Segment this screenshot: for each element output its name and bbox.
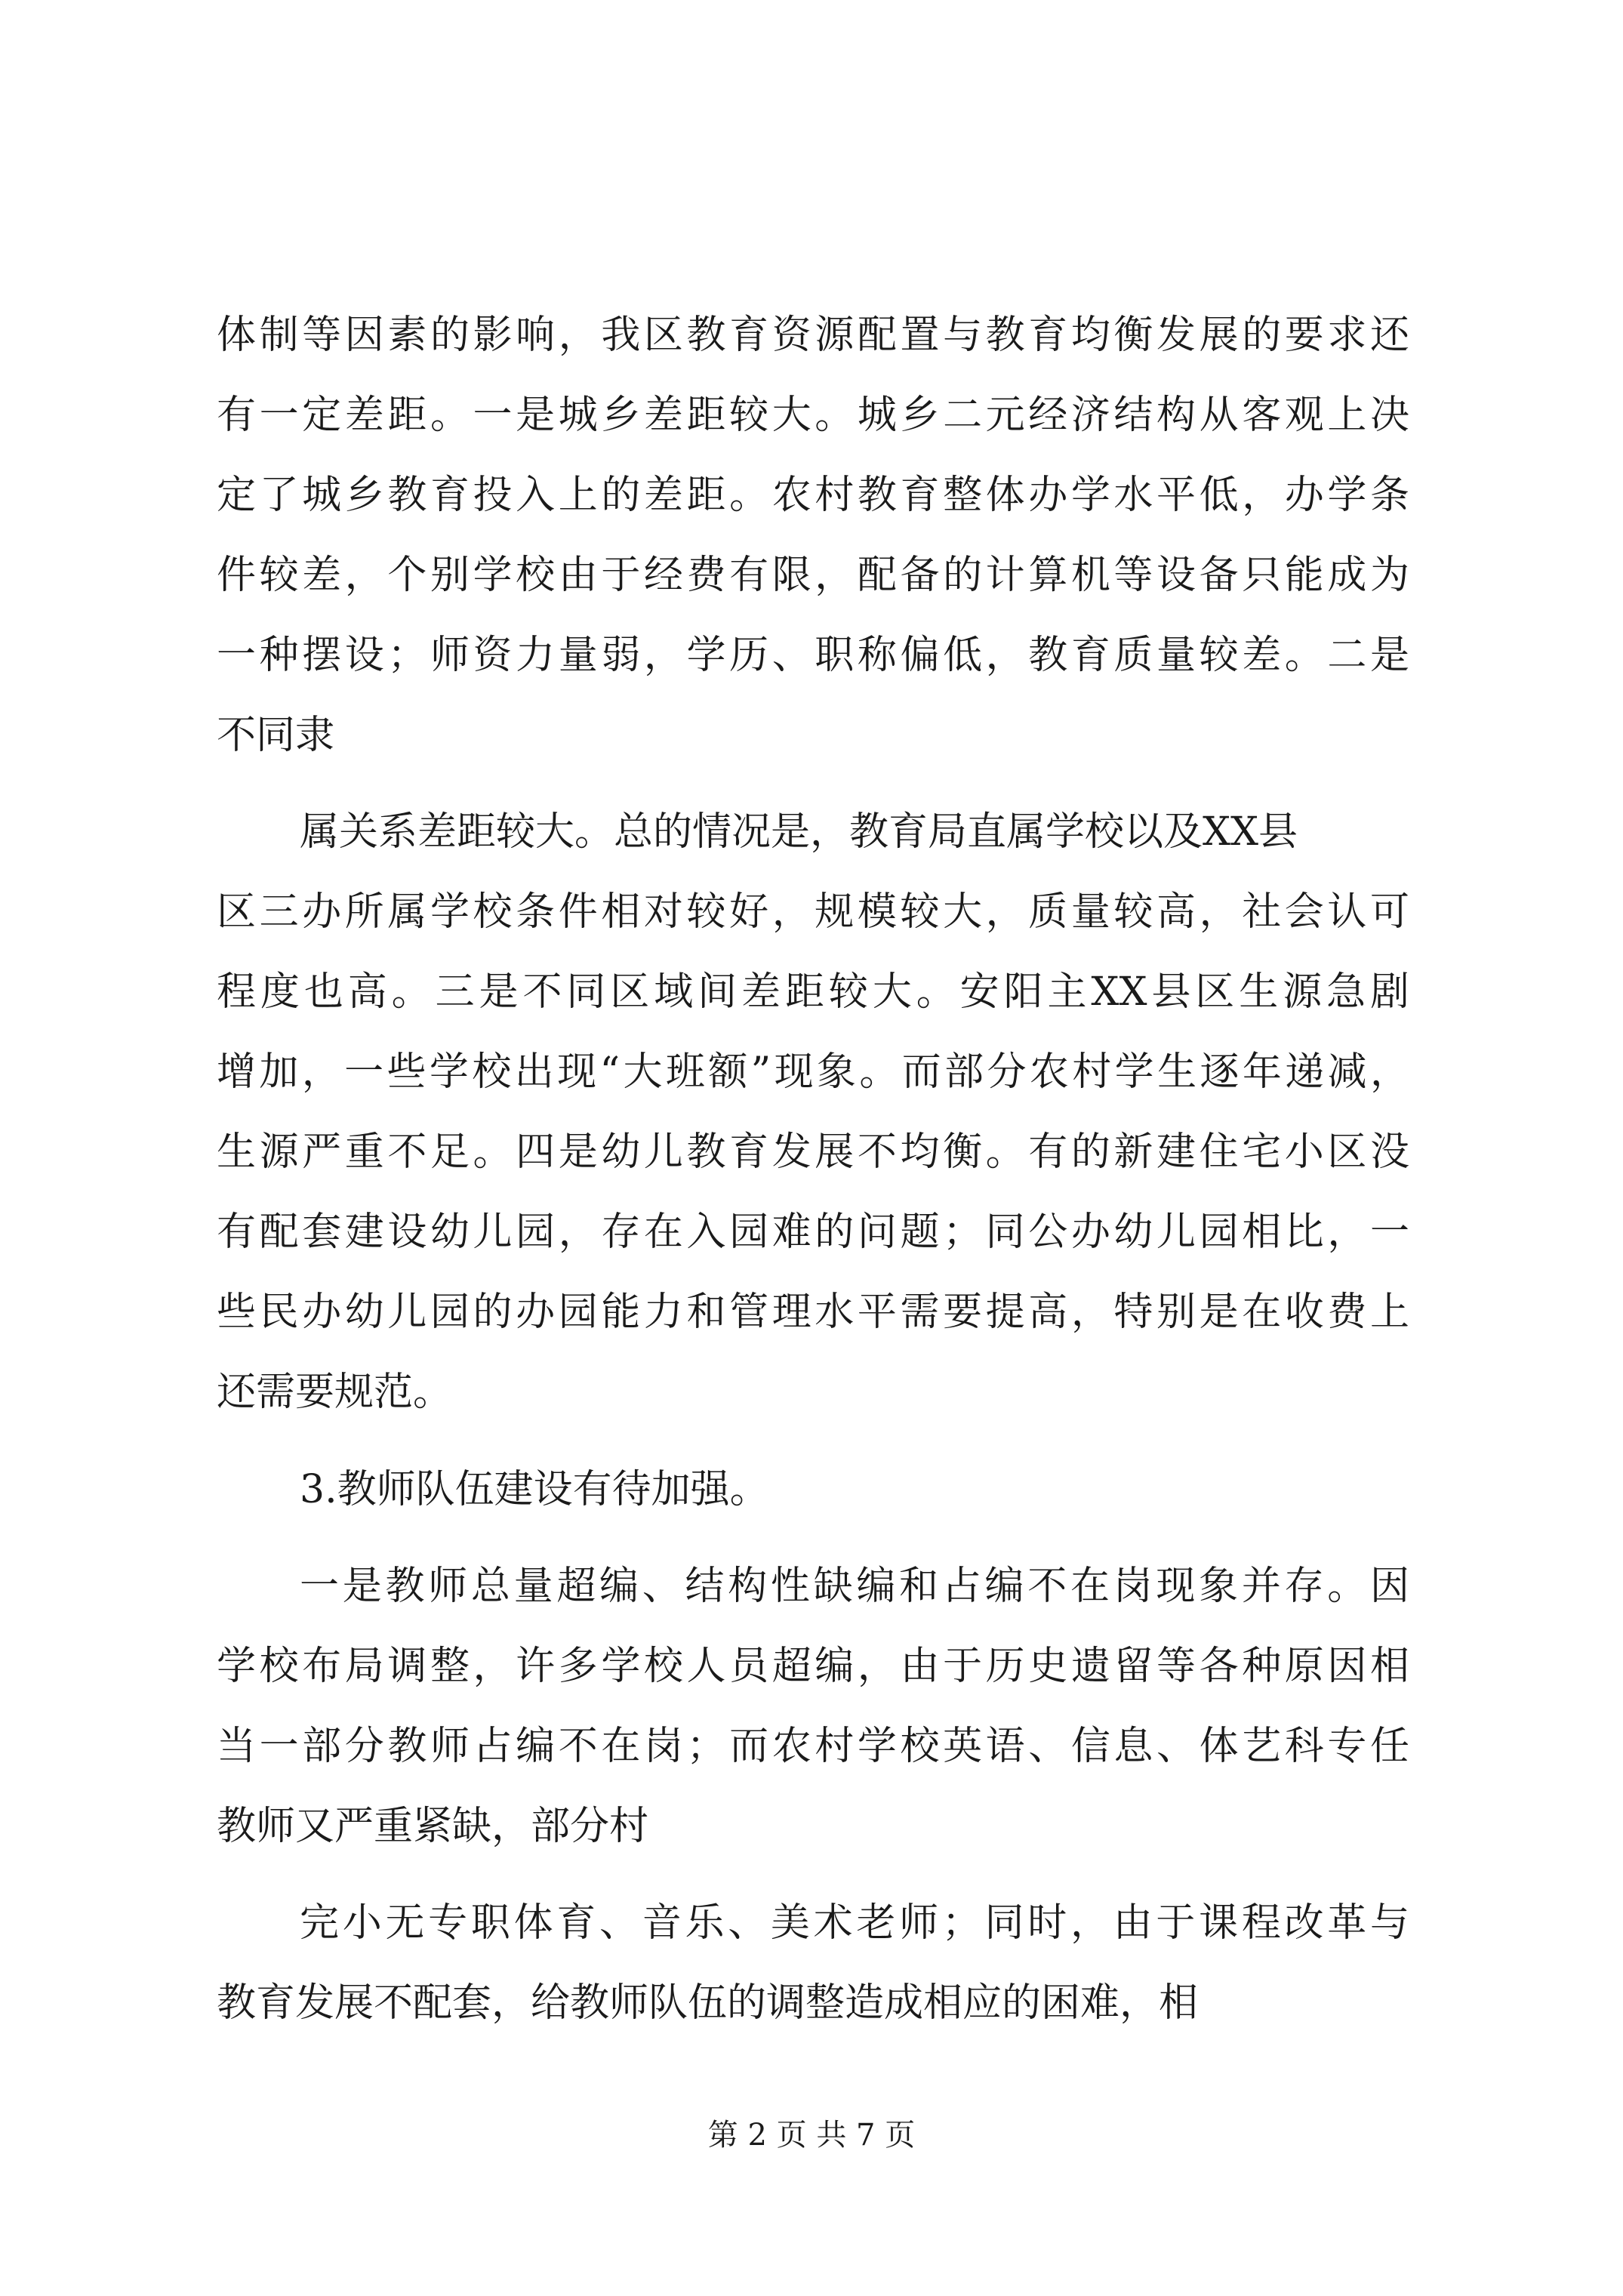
body-line: 当一部分教师占编不在岗；而农村学校英语、信息、体艺科专任	[217, 1724, 1409, 1769]
paragraph-first-line: 一是教师总量超编、结构性缺编和占编不在岗现象并存。因	[300, 1564, 1409, 1609]
body-line: 还需要规范。	[217, 1370, 453, 1415]
page-number-footer: 第 2 页 共 7 页	[707, 2118, 916, 2153]
body-line: 不同隶	[217, 713, 335, 758]
body-line: 生源严重不足。四是幼儿教育发展不均衡。有的新建住宅小区没	[217, 1130, 1409, 1175]
body-line: 教育发展不配套，给教师队伍的调整造成相应的困难，相	[217, 1980, 1199, 2026]
body-line: 体制等因素的影响，我区教育资源配置与教育均衡发展的要求还	[217, 313, 1409, 358]
section-heading: 3.教师队伍建设有待加强。	[300, 1467, 769, 1512]
body-line: 区三办所属学校条件相对较好，规模较大，质量较高，社会认可	[217, 889, 1409, 935]
body-line: 件较差，个别学校由于经费有限，配备的计算机等设备只能成为	[217, 553, 1409, 598]
body-line: 增加，一些学校出现“大班额”现象。而部分农村学生逐年递减，	[217, 1049, 1409, 1095]
body-line: 有配套建设幼儿园，存在入园难的问题；同公办幼儿园相比，一	[217, 1210, 1409, 1255]
paragraph-first-line: 完小无专职体育、音乐、美术老师；同时，由于课程改革与	[300, 1900, 1409, 1946]
body-line: 一种摆设；师资力量弱，学历、职称偏低，教育质量较差。二是	[217, 633, 1409, 678]
body-line: 教师又严重紧缺，部分村	[217, 1804, 649, 1849]
body-line: 定了城乡教育投入上的差距。农村教育整体办学水平低，办学条	[217, 473, 1409, 518]
body-line: 学校布局调整，许多学校人员超编，由于历史遗留等各种原因相	[217, 1644, 1409, 1689]
body-line: 些民办幼儿园的办园能力和管理水平需要提高，特别是在收费上	[217, 1290, 1409, 1335]
paragraph-first-line: 属关系差距较大。总的情况是，教育局直属学校以及XX县	[300, 809, 1298, 855]
body-line: 有一定差距。一是城乡差距较大。城乡二元经济结构从客观上决	[217, 393, 1409, 438]
body-line: 程度也高。三是不同区域间差距较大。安阳主XX县区生源急剧	[217, 969, 1409, 1015]
